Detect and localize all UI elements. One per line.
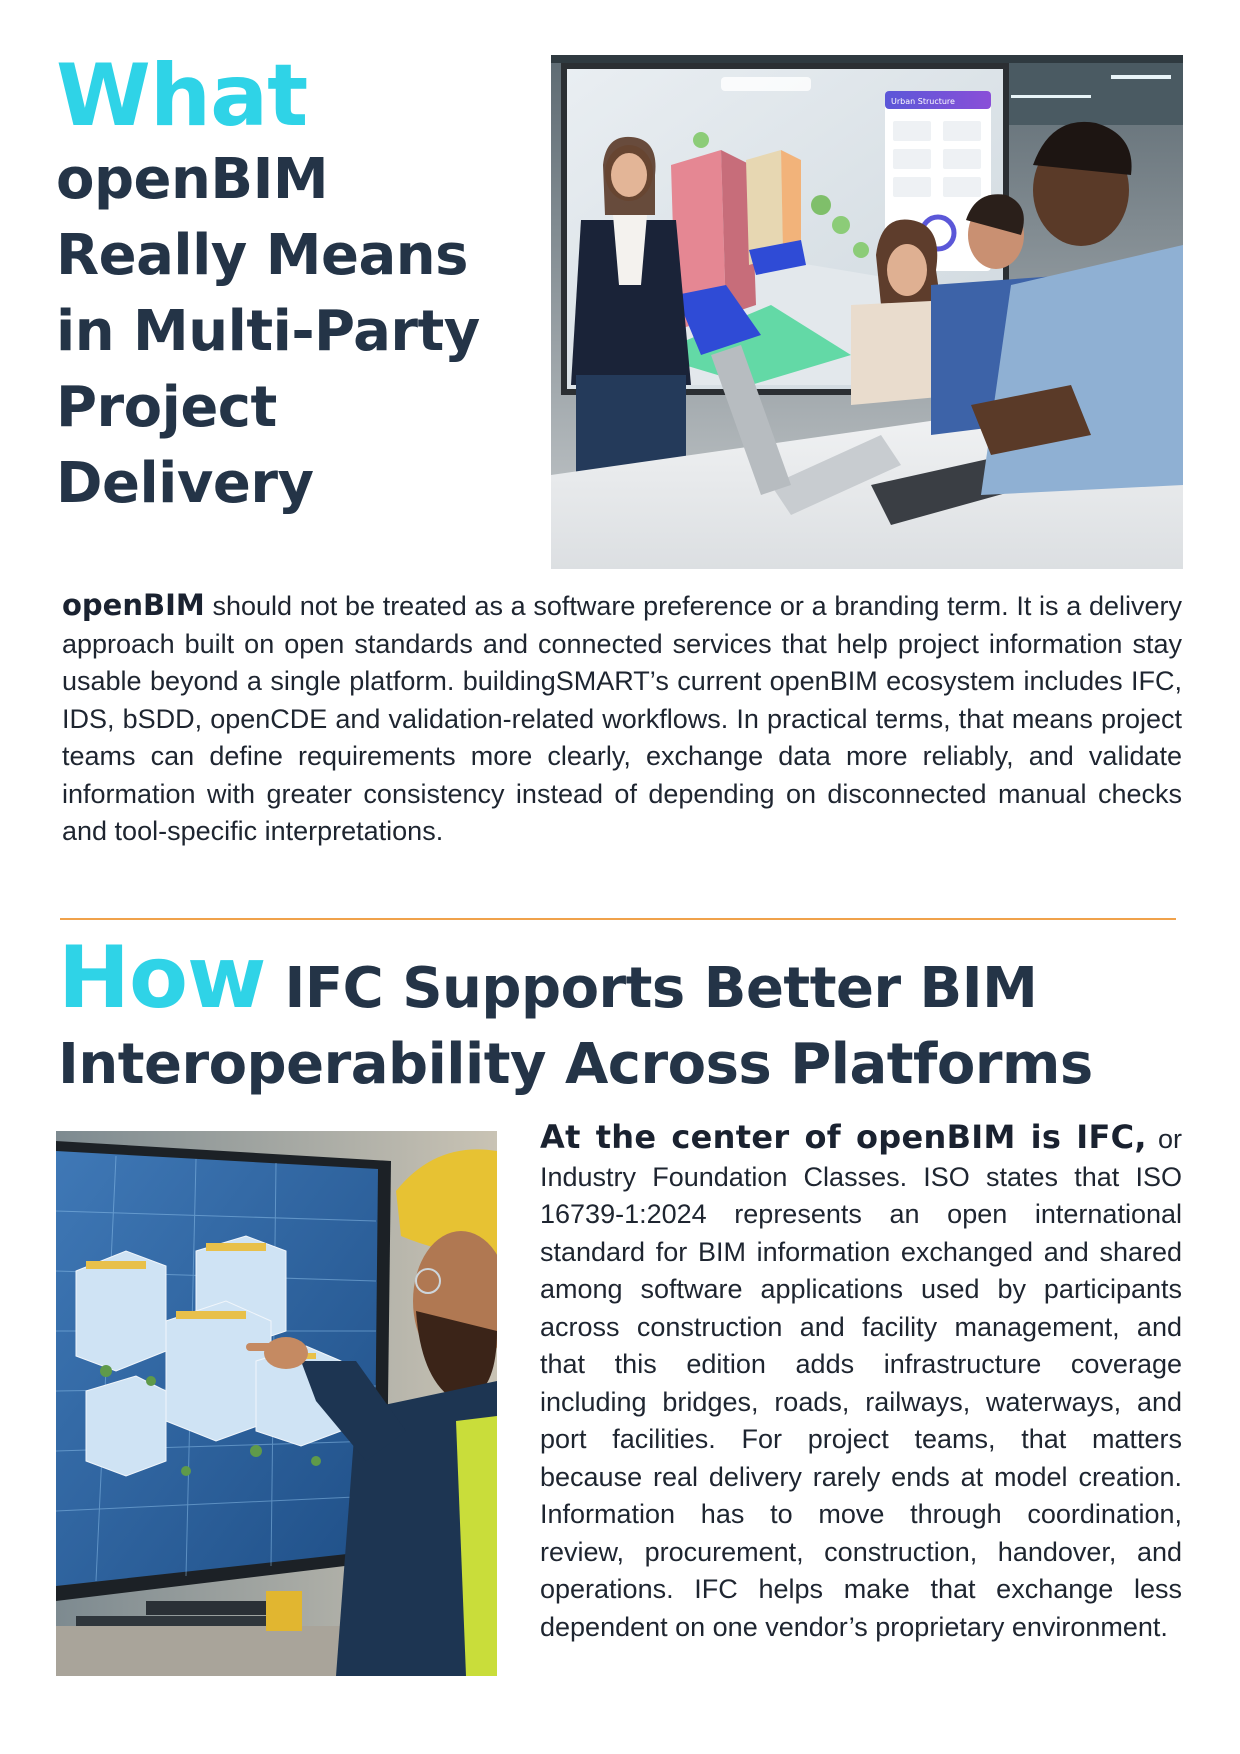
section2-title-line2: Interoperability Across Platforms xyxy=(58,1032,1093,1097)
section1-title-line: Delivery xyxy=(56,451,314,516)
section1-paragraph xyxy=(62,587,1182,851)
section1-accent-word: What xyxy=(56,46,308,146)
section1-body: should not be treated as a software preference or a branding term. It is a delivery approach built on open standards and connected services that help project information stay usable beyond a single platform. buildingSMART’s current openBIM ecosystem includes IFC, IDS, bSDD, openCDE and validation-related workflows. In practical terms, that means project teams can define requirements more clearly, exchange data more reliably, and validate information with greater consistency instead of depending on disconnected manual checks and tool-specific interpretations. xyxy=(62,591,1182,846)
section1-title-line: Really Means xyxy=(56,223,468,288)
section2-paragraph xyxy=(540,1119,1182,1646)
screen-panel-title: Urban Structure xyxy=(891,97,955,106)
section2-body: or Industry Foundation Classes. ISO states that ISO 16739-1:2024 represents an open international standard for BIM information exchanged and shared among software applications used by participants across construction and facility management, and that this edition adds infrastructure coverage including bridges, roads, railways, waterways, and port facilities. For project teams, that matters because real delivery rarely ends at model creation. Information has to move through coordination, review, procurement, construction, handover, and operations. IFC helps make that exchange less dependent on one vendor’s proprietary environment. xyxy=(540,1124,1182,1642)
section1-lead: openBIM xyxy=(62,588,205,622)
section-divider xyxy=(60,918,1176,920)
section2-accent-word: How xyxy=(58,928,266,1028)
section1-title-line: openBIM xyxy=(56,147,329,212)
section2-heading xyxy=(58,928,1198,1102)
architect-screen-photo xyxy=(56,1131,497,1676)
section2-lead: At the center of openBIM is IFC, xyxy=(540,1118,1147,1156)
section2-title-rest: IFC Supports Better BIM xyxy=(265,956,1038,1021)
section1-title-line: in Multi-Party xyxy=(56,299,480,364)
section1-heading xyxy=(56,46,516,522)
meeting-presentation-photo xyxy=(551,55,1183,569)
section1-title-line: Project xyxy=(56,375,277,440)
